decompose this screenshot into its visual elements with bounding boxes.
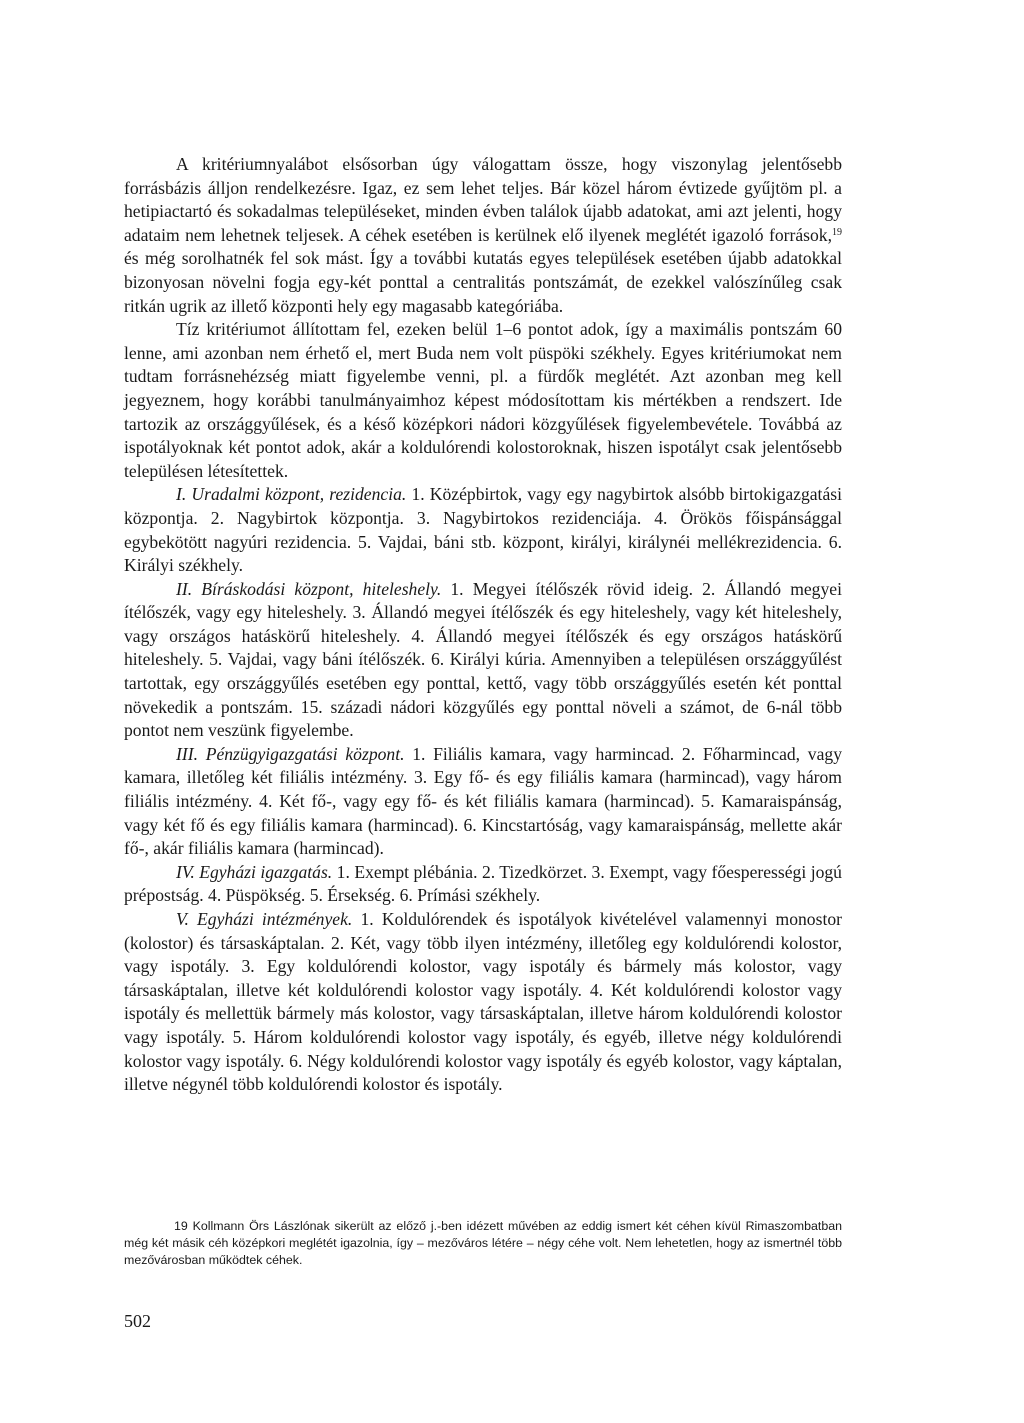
criterion-1 — [124, 483, 842, 577]
criterion-1-title: I. Uradalmi központ, rezidencia. — [176, 484, 407, 505]
footnote-19: 19 Kollmann Örs Lászlónak sikerült az előző j.-ben idézett művében az eddig ismert két céhen kívül Rimaszombatban még két másik céh középkori meglétét igazolnia, így – mezőváros létére – négy céhe volt. Nem lehetetlen, hogy az ismertnél több mezővárosban működtek céhek. — [124, 1219, 842, 1267]
footnote-reference[interactable]: 19 — [832, 226, 842, 238]
criterion-5-title: V. Egyházi intézmények. — [176, 909, 353, 929]
criterion-5-text: 1. Koldulórendek és ispotályok kivételével valamennyi monostor (kolostor) és társaskáptalan. 2. Két, vagy több ilyen intézmény, illetőleg egy koldulórendi kolostor, vagy ispotály. 3. Egy koldulórendi kolostor, vagy ispotály és bármely más kolostor, vagy társaskáptalan, illetve két koldulórendi kolostor vagy ispotály. 4. Két koldulórendi kolostor vagy ispotály és mellettük bármely más kolostor, vagy társaskáptalan, illetve három koldulórendi kolostor vagy ispotály. 5. Három koldulórendi kolostor vagy ispotály, és egyéb, illetve négy koldulórendi kolostor vagy ispotály. 6. Négy koldulórendi kolostor vagy ispotály és egyéb kolostor, vagy káptalan, illetve négynél több koldulórendi kolostor és ispotály. — [124, 909, 842, 1095]
criterion-4-text: 1. Exempt plébánia. 2. Tizedkörzet. 3. Exempt, vagy főesperességi jogú prépostság. 4. Püspökség. 5. Érsekség. 6. Prímási székhely. — [124, 861, 842, 906]
paragraph-criteria: Tíz kritériumot állítottam fel, ezeken belül 1–6 pontot adok, így a maximális pontszám 60 lenne, ami azonban nem érhető el, mert Buda nem volt püspöki székhely. Egyes kritériumokat nem tudtam forrásnehézség miatt figyelembe venni, pl. a fürdők meglétét. Azt azonban meg kell jegyeznem, hogy korábbi tanulmányaimhoz képest módosítottam kis mértékben a rendszert. Ide tartozik az országgyűlések, és a késő középkori nádori közgyűlések figyelembevétele. Továbbá az ispotályoknak két pontot adok, akár a koldulórendi kolostoroknak, hiszen ispotályt csak jelentősebb településen létesítettek. — [124, 319, 842, 481]
criterion-2-text: 1. Megyei ítélőszék rövid ideig. 2. Állandó megyei ítélőszék, vagy egy hiteleshely. 3. Állandó megyei ítélőszék és egy hiteleshely, vagy két hiteleshely, vagy országos hatáskörű hiteleshely. 4. Állandó megyei ítélőszék és egy országos hatáskörű hiteleshely. 5. Vajdai, vagy báni ítélőszék. 6. Királyi kúria. Amennyiben a településen országgyűlést tartottak, egy országgyűlés esetében egy ponttal, kettő, vagy több országgyűlés esetén két ponttal növekedik a pontszám. 15. századi nádori közgyűlés egy ponttal növeli a számot, de 6-nál több pontot nem veszünk figyelembe. — [124, 578, 842, 741]
criterion-1-text: 1. Középbirtok, vagy egy nagybirtok alsóbb birtokigazgatási központja. 2. Nagybirtok központja. 3. Nagybirtokos rezidenciája. 4. Örökös főispánsággal egybekötött nagyúri rezidencia. 5. Vajdai, báni stb. központ, királyi, királynéi mellékrezidencia. 6. Királyi székhely. — [124, 484, 842, 576]
paragraph-intro-text: A kritériumnyalábot elsősorban úgy válogattam össze, hogy viszonylag jelentősebb forrásbázis álljon rendelkezésre. Igaz, ez sem lehet teljes. Bár közel három évtizede gyűjtöm pl. a hetipiactartó és sokadalmas településeket, minden évben találok újabb adatokat, ami azt jelenti, hogy adataim nem lehetnek teljesek. A céhek esetében is kerülnek elő ilyenek meglétét igazoló források, — [124, 154, 842, 245]
page-number: 502 — [124, 1311, 151, 1331]
criterion-2-title: II. Bíráskodási központ, hiteleshely. — [176, 578, 442, 599]
criterion-3-title: III. Pénzügyigazgatási központ. — [176, 743, 405, 764]
criterion-3-text: 1. Filiális kamara, vagy harmincad. 2. Főharmincad, vagy kamara, illetőleg két filiális intézmény. 3. Egy fő- és egy filiális kamara (harmincad), vagy három filiális intézmény. 4. Két fő-, vagy egy fő- és két filiális kamara (harmincad). 5. Kamaraispánság, vagy két fő és egy filiális kamara (harmincad). 6. Kincstartóság, vagy kamaraispánság, mellette akár fő-, akár filiális kamara (harmincad). — [124, 743, 842, 859]
criterion-4 — [124, 861, 842, 908]
criterion-3 — [124, 743, 842, 861]
paragraph-intro — [124, 153, 842, 318]
paragraph-intro-continuation: és még sorolhatnék fel sok mást. Így a további kutatás egyes települések esetében újabb adatokkal bizonyosan növelni fogja egy-két ponttal a centralitás pontszámát, de ezekkel valószínűleg csak ritkán ugrik az illető központi hely egy magasabb kategóriába. — [124, 248, 842, 316]
criterion-2 — [124, 578, 842, 743]
criterion-4-title: IV. Egyházi igazgatás. — [176, 861, 333, 882]
main-text — [124, 153, 842, 1097]
criterion-5 — [124, 908, 842, 1097]
